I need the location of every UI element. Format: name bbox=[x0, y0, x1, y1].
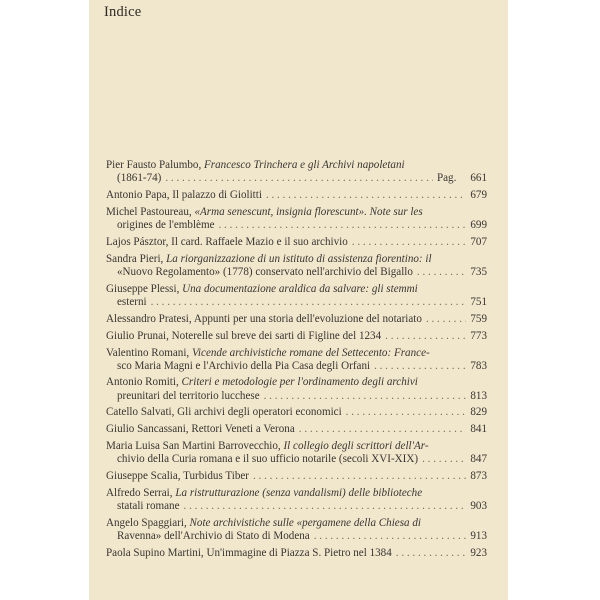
toc-entry-last-line bbox=[106, 530, 487, 543]
toc-entry-first-line bbox=[106, 206, 487, 219]
toc-entry-last-line bbox=[106, 172, 487, 185]
toc-entry-author: Angelo Spaggiari, bbox=[106, 517, 187, 530]
toc-entry bbox=[106, 253, 487, 279]
toc-entry-last-line bbox=[106, 390, 487, 403]
toc-page-number: 847 bbox=[470, 453, 487, 466]
toc-entry-author: Antonio Romiti, bbox=[106, 376, 179, 389]
toc-entry-last-line bbox=[106, 219, 487, 232]
toc-entry-title: Note archivistiche sulle «pergamene della Chiesa di bbox=[189, 517, 421, 530]
toc-entry-text: Catello Salvati, Gli archivi degli operatori economici bbox=[106, 406, 342, 419]
toc-entry bbox=[106, 313, 487, 326]
toc-entry-author: Sandra Pieri, bbox=[106, 252, 164, 265]
toc-entry-title: Vicende archivistiche romane del Settecento: France- bbox=[191, 346, 430, 359]
toc-page-number: 699 bbox=[470, 218, 487, 231]
facing-page-bleed bbox=[555, 0, 600, 135]
toc-entry-title: Criteri e metodologie per l'ordinamento degli archivi bbox=[181, 376, 418, 389]
toc-entry-author: Giuseppe Plessi, bbox=[106, 282, 180, 295]
toc-entry bbox=[106, 487, 487, 513]
toc-dot-leader bbox=[346, 406, 467, 419]
toc-entry-last-line bbox=[106, 500, 487, 513]
toc-page-number: 773 bbox=[470, 329, 487, 342]
toc-page-number: 873 bbox=[470, 470, 487, 483]
toc-dot-leader bbox=[165, 172, 433, 185]
toc-entry bbox=[106, 159, 487, 185]
toc-entry-text: «Nuovo Regolamento» (1778) conservato nell'archivio del Bigallo bbox=[117, 265, 413, 278]
toc-entry-text: origines de l'emblème bbox=[117, 218, 215, 231]
toc-entry-last-line bbox=[106, 189, 487, 202]
toc-page-number: 735 bbox=[470, 265, 487, 278]
toc-page-number: 913 bbox=[470, 530, 487, 543]
toc-page-number: 751 bbox=[470, 295, 487, 308]
toc-page-number: 813 bbox=[470, 389, 487, 402]
toc-dot-leader bbox=[426, 313, 466, 326]
toc-entry-last-line bbox=[106, 547, 487, 560]
toc-entry-last-line bbox=[106, 330, 487, 343]
toc-entry-text: statali romane bbox=[117, 500, 180, 513]
toc-entry-first-line bbox=[106, 517, 487, 530]
toc-entry-author: Alfredo Serrai, bbox=[106, 487, 173, 500]
toc-entry-text: Giuseppe Scalia, Turbidus Tiber bbox=[106, 470, 249, 483]
toc-entry-last-line bbox=[106, 236, 487, 249]
toc-page-number: 679 bbox=[470, 188, 487, 201]
toc-dot-leader bbox=[266, 189, 466, 202]
toc-entry-first-line bbox=[106, 487, 487, 500]
toc-page-number: 903 bbox=[470, 500, 487, 513]
toc-page-number: 923 bbox=[470, 547, 487, 560]
toc-entry-title: La ristrutturazione (senza vandalismi) delle biblioteche bbox=[175, 487, 423, 500]
toc-entry-text: chivio della Curia romana e il suo ufficio notarile (secoli XVI-XIX) bbox=[117, 453, 419, 466]
toc-dot-leader bbox=[374, 360, 466, 373]
toc-entry-first-line bbox=[106, 376, 487, 389]
toc-entry-text: preunitari del territorio lucchese bbox=[117, 389, 260, 402]
toc-page-number: 707 bbox=[470, 235, 487, 248]
toc-dot-leader bbox=[184, 500, 467, 513]
toc-entry-author: Maria Luisa San Martini Barrovecchio, bbox=[106, 440, 281, 453]
toc-entry-last-line bbox=[106, 406, 487, 419]
toc-entry-author: Michel Pastoureau, bbox=[106, 205, 192, 218]
toc-page-number: 841 bbox=[470, 423, 487, 436]
toc-dot-leader bbox=[219, 219, 467, 232]
toc-entry-text: Giulio Prunai, Noterelle sul breve dei sarti di Figline del 1234 bbox=[106, 329, 382, 342]
toc-entry-last-line bbox=[106, 470, 487, 483]
toc-pag-label: Pag. bbox=[436, 172, 457, 185]
book-page bbox=[89, 0, 508, 600]
toc-entry-title: «Arma senescunt, insignia florescunt». Note sur les bbox=[194, 205, 423, 218]
page-heading: Indice bbox=[104, 4, 142, 20]
toc-entry bbox=[106, 440, 487, 466]
toc-page-number: 759 bbox=[470, 312, 487, 325]
toc-entry-first-line bbox=[106, 347, 487, 360]
toc-entry bbox=[106, 376, 487, 402]
toc-entry-text: Paola Supino Martini, Un'immagine di Piazza S. Pietro nel 1384 bbox=[106, 547, 392, 560]
toc-entry bbox=[106, 347, 487, 373]
toc-entry bbox=[106, 236, 487, 249]
toc-dot-leader bbox=[417, 266, 466, 279]
toc-page-number: 829 bbox=[470, 406, 487, 419]
toc-entry bbox=[106, 283, 487, 309]
toc-dot-leader bbox=[422, 453, 466, 466]
toc-entry-author: Valentino Romani, bbox=[106, 346, 190, 359]
toc-entry-text: Ravenna» dell'Archivio di Stato di Modena bbox=[117, 530, 310, 543]
toc-entry-last-line bbox=[106, 266, 487, 279]
toc-dot-leader bbox=[253, 470, 466, 483]
toc-entry-text: Lajos Pásztor, Il card. Raffaele Mazio e il suo archivio bbox=[106, 235, 348, 248]
toc-page-number: 661 bbox=[470, 172, 487, 185]
toc-entry-title: Francesco Trinchera e gli Archivi napoletani bbox=[204, 159, 405, 171]
toc-entry-text: sco Maria Magni e l'Archivio della Pia Casa degli Orfani bbox=[117, 359, 371, 372]
toc-entry-last-line bbox=[106, 453, 487, 466]
toc-entry bbox=[106, 470, 487, 483]
toc-dot-leader bbox=[385, 330, 466, 343]
toc-entry-last-line bbox=[106, 313, 487, 326]
toc-dot-leader bbox=[264, 390, 467, 403]
toc-entry-first-line bbox=[106, 283, 487, 296]
toc-entry-title: Il collegio degli scrittori dell'Ar- bbox=[283, 440, 429, 453]
toc-entry bbox=[106, 547, 487, 560]
toc-dot-leader bbox=[352, 236, 467, 249]
toc-entry-text: esterni bbox=[117, 295, 147, 308]
toc-entry bbox=[106, 330, 487, 343]
toc-entry bbox=[106, 423, 487, 436]
toc-entry-text: Giulio Sancassani, Rettori Veneti a Verona bbox=[106, 423, 295, 436]
toc-entry-title: Una documentazione araldica da salvare: gli stemmi bbox=[182, 282, 418, 295]
toc-entry-first-line bbox=[106, 159, 487, 172]
toc-entry-first-line bbox=[106, 253, 487, 266]
toc-entry bbox=[106, 189, 487, 202]
toc-dot-leader bbox=[314, 530, 467, 543]
toc-entry bbox=[106, 517, 487, 543]
toc-page-number: 783 bbox=[470, 359, 487, 372]
toc-entry-text: Antonio Papa, Il palazzo di Giolitti bbox=[106, 188, 262, 201]
toc-dot-leader bbox=[299, 423, 467, 436]
toc-entry-text: Alessandro Pratesi, Appunti per una storia dell'evoluzione del notariato bbox=[106, 312, 422, 325]
toc-dot-leader bbox=[396, 547, 467, 560]
toc-entry-author: Pier Fausto Palumbo, bbox=[106, 159, 202, 171]
toc-entry-title: La riorganizzazione di un istituto di assistenza fiorentino: il bbox=[166, 252, 432, 265]
toc-entry-last-line bbox=[106, 296, 487, 309]
toc-entry bbox=[106, 206, 487, 232]
toc-dot-leader bbox=[151, 296, 466, 309]
toc-entry-text: (1861-74) bbox=[117, 172, 162, 185]
toc-entry-last-line bbox=[106, 360, 487, 373]
table-of-contents bbox=[106, 159, 487, 564]
toc-entry-last-line bbox=[106, 423, 487, 436]
toc-entry bbox=[106, 406, 487, 419]
toc-entry-first-line bbox=[106, 440, 487, 453]
